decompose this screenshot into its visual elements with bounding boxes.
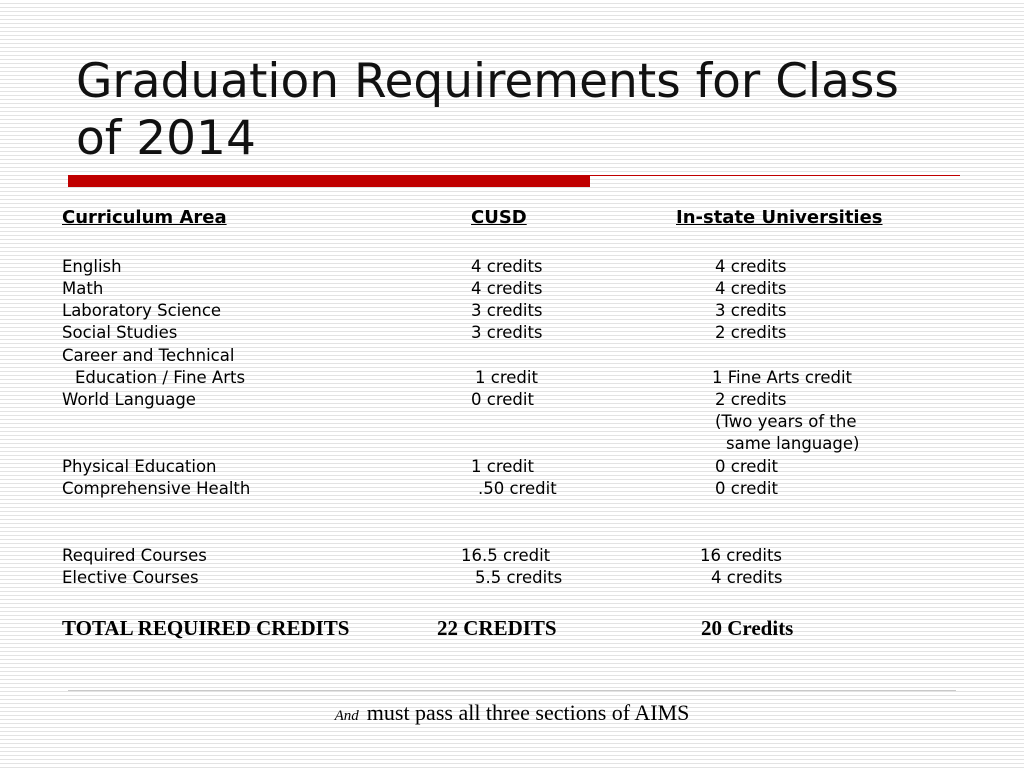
slide-title (76, 53, 976, 167)
table-row-world-language-note-1 (0, 411, 1024, 433)
table-row-comprehensive-health (0, 478, 1024, 500)
row-cusd: 4 credits (471, 257, 543, 276)
row-cusd: 5.5 credits (475, 568, 563, 587)
row-area: Elective Courses (62, 568, 199, 587)
summary-row-elective-courses (0, 567, 1024, 589)
row-university: 3 credits (715, 301, 787, 320)
slide-title-line-1: Graduation Requirements for Class (76, 54, 899, 109)
row-university-note: same language) (726, 434, 860, 453)
row-university: 1 Fine Arts credit (712, 368, 853, 387)
row-university: 0 credit (715, 457, 778, 476)
header-cusd: CUSD (471, 207, 527, 228)
row-cusd: 4 credits (471, 279, 543, 298)
total-university: 20 Credits (701, 616, 794, 640)
table-row-career-technical (0, 345, 1024, 367)
row-area: Math (62, 279, 104, 298)
table-row-math (0, 278, 1024, 300)
row-university: 0 credit (715, 479, 778, 498)
total-label: TOTAL REQUIRED CREDITS (62, 616, 350, 640)
row-university: 4 credits (715, 257, 787, 276)
row-university-note: (Two years of the (715, 412, 857, 431)
footer-text: must pass all three sections of AIMS (366, 700, 690, 725)
row-university: 2 credits (715, 323, 787, 342)
row-university: 16 credits (700, 546, 783, 565)
row-area: Required Courses (62, 546, 207, 565)
row-area: Comprehensive Health (62, 479, 251, 498)
row-area: Career and Technical (62, 346, 235, 365)
row-area: Physical Education (62, 457, 217, 476)
row-area: English (62, 257, 122, 276)
slide-title-line-2: of 2014 (76, 111, 256, 166)
row-cusd: .50 credit (478, 479, 557, 498)
title-underline-accent-bar (68, 175, 590, 187)
table-row-education-fine-arts (0, 367, 1024, 389)
header-curriculum-area: Curriculum Area (62, 207, 227, 228)
total-required-credits-row (0, 615, 1024, 641)
row-cusd: 1 credit (471, 457, 534, 476)
table-row-world-language (0, 389, 1024, 411)
footer-note (0, 699, 1024, 730)
row-area: Laboratory Science (62, 301, 222, 320)
footer-and: And (334, 708, 359, 724)
table-row-english (0, 256, 1024, 278)
table-row-physical-education (0, 456, 1024, 478)
row-area: Social Studies (62, 323, 178, 342)
row-cusd: 3 credits (471, 301, 543, 320)
row-cusd: 0 credit (471, 390, 534, 409)
row-university: 4 credits (711, 568, 783, 587)
header-in-state-universities: In-state Universities (676, 207, 883, 228)
total-cusd: 22 CREDITS (437, 616, 557, 640)
footer-divider (68, 690, 956, 691)
row-area: World Language (62, 390, 196, 409)
table-row-social-studies (0, 322, 1024, 344)
row-university: 4 credits (715, 279, 787, 298)
row-cusd: 3 credits (471, 323, 543, 342)
table-row-laboratory-science (0, 300, 1024, 322)
summary-row-required-courses (0, 545, 1024, 567)
row-area: Education / Fine Arts (75, 368, 246, 387)
table-row-world-language-note-2 (0, 433, 1024, 455)
row-cusd: 16.5 credit (461, 546, 551, 565)
row-cusd: 1 credit (475, 368, 538, 387)
row-university: 2 credits (715, 390, 787, 409)
